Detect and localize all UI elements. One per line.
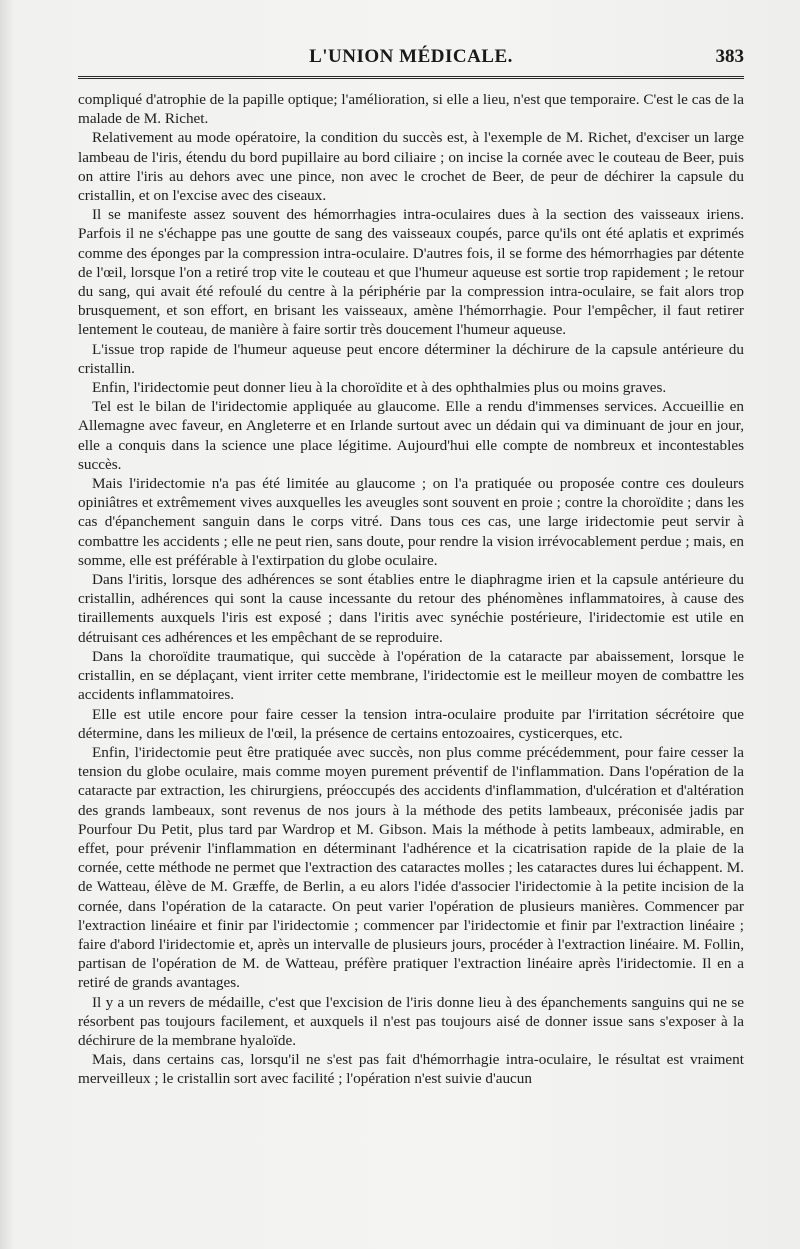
paragraph: Elle est utile encore pour faire cesser la tension intra-oculaire produite par l'irritation sécrétoire que détermine, dans les milieux de l'œil, la présence de certains entozoaires, cysticerques, etc. — [78, 705, 744, 742]
paragraph: Tel est le bilan de l'iridectomie appliquée au glaucome. Elle a rendu d'immenses services. Accueillie en Allemagne avec faveur, en Angleterre et en Irlande surtout avec un dédain qui va diminuant de jour en jour, elle a conquis dans la science une place légitime. Aujourd'hui elle compte de nombreux et incontestables succès. — [78, 398, 744, 473]
paragraph: Mais l'iridectomie n'a pas été limitée au glaucome ; on l'a pratiquée ou proposée contre ces douleurs opiniâtres et extrêmement vives auxquelles les aveugles sont souvent en proie ; contre la choroïdite ; dans les cas d'épanchement sanguin dans le corps vitré. Dans tous ces cas, une large iridectomie peut servir à combattre les accidents ; elle ne peut rien, sans doute, pour rendre la vision irrévocablement perdue ; mais, en somme, elle est préférable à l'extirpation du globe oculaire. — [78, 475, 744, 569]
paragraph: L'issue trop rapide de l'humeur aqueuse peut encore déterminer la déchirure de la capsule antérieure du cristallin. — [78, 340, 744, 377]
paragraph: Enfin, l'iridectomie peut donner lieu à la choroïdite et à des ophthalmies plus ou moins graves. — [92, 379, 667, 397]
page-header — [78, 46, 744, 72]
body-text — [78, 90, 744, 1089]
paragraph: Il y a un revers de médaille, c'est que l'excision de l'iris donne lieu à des épanchements sanguins qui ne se résorbent pas toujours facilement, et auxquels il n'est pas toujours aisé de donner issue sans s'exposer à la déchirure de la membrane hyaloïde. — [78, 993, 744, 1049]
page-number: 383 — [715, 46, 744, 67]
paragraph: Dans l'iritis, lorsque des adhérences se sont établies entre le diaphragme irien et la capsule antérieure du cristallin, adhérences qui sont la cause incessante du retour des phénomènes inflammatoires, à cause des tiraillements auxquels l'iris est exposé ; dans l'iritis avec synéchie postérieure, l'iridectomie est utile en détruisant ces adhérences et les empêchant de se reproduire. — [78, 571, 744, 646]
paragraph: Mais, dans certains cas, lorsqu'il ne s'est pas fait d'hémorrhagie intra-oculaire, le résultat est vraiment merveilleux ; le cristallin sort avec facilité ; l'opération n'est suivie d'aucun — [78, 1051, 744, 1088]
paragraph: Relativement au mode opératoire, la condition du succès est, à l'exemple de M. Richet, d'exciser un large lambeau de l'iris, étendu du bord pupillaire au bord ciliaire ; on incise la cornée avec le couteau de Beer, puis on attire l'iris au dehors avec une pince, non avec le crochet de Beer, de peur de déchirer la capsule du cristallin, et on l'excise avec des ciseaux. — [78, 129, 744, 205]
running-title: L'UNION MÉDICALE. — [309, 46, 513, 67]
paragraph: Dans la choroïdite traumatique, qui succède à l'opération de la cataracte par abaissement, lorsque le cristallin, en se déplaçant, vient irriter cette membrane, l'iridectomie est le meilleur moyen de combattre les accidents inflammatoires. — [78, 647, 744, 704]
paragraph: Enfin, l'iridectomie peut être pratiquée avec succès, non plus comme précédemment, pour faire cesser la tension du globe oculaire, mais comme moyen purement préventif de l'inflammation. Dans l'opération de la cataracte par extraction, les chirurgiens, préoccupés des accidents d'inflammation, d'ulcération et d'altération des grands lambeaux, sont revenus de nos jours à la méthode des petits lambeaux, préconisée jadis par Pourfour Du Petit, plus tard par Wardrop et M. Gibson. Mais la méthode à petits lambeaux, admirable, en effet, pour prévenir l'inflammation en déterminant l'adhérence et la cicatrisation rapide de la plaie de la cornée, cette méthode ne permet que l'extraction des cataractes molles ; les cataractes dures lui échappent. M. de Watteau, élève de M. Græffe, de Berlin, a eu alors l'idée d'associer l'iridectomie à la petite incision de la cornée, dans l'opération de la cataracte. On peut varier l'opération de plusieurs manières. Commencer par l'extraction linéaire et finir par l'iridectomie ; commencer par l'iridectomie et finir par l'extraction linéaire ; faire d'abord l'iridectomie et, après un intervalle de plusieurs jours, procéder à l'extraction linéaire. M. Follin, partisan de l'opération de M. de Watteau, préfère pratiquer l'extraction linéaire après l'iridectomie. Il en a retiré de grands avantages. — [78, 743, 744, 992]
paragraph: compliqué d'atrophie de la papille optique; l'amélioration, si elle a lieu, n'est que temporaire. C'est le cas de la malade de M. Richet. — [78, 91, 744, 128]
paragraph: Il se manifeste assez souvent des hémorrhagies intra-oculaires dues à la section des vaisseaux iriens. Parfois il ne s'échappe pas une goutte de sang des vaisseaux coupés, parce qu'ils ont été aplatis et exprimés comme des éponges par la compression intra-oculaire. D'autres fois, il se forme des hémorrhagies par détente de l'œil, lorsque l'on a retiré trop vite le couteau et que l'humeur aqueuse est sortie trop rapidement ; le retour du sang, qui avait été refoulé du centre à la périphérie par la compression intra-oculaire, se fait alors trop brusquement, et son effort, en brisant les vaisseaux, amène l'hémorrhagie. Pour l'empêcher, il faut retirer lentement le couteau, de manière à faire sortir très doucement l'humeur aqueuse. — [78, 206, 744, 339]
header-rule — [78, 76, 744, 79]
